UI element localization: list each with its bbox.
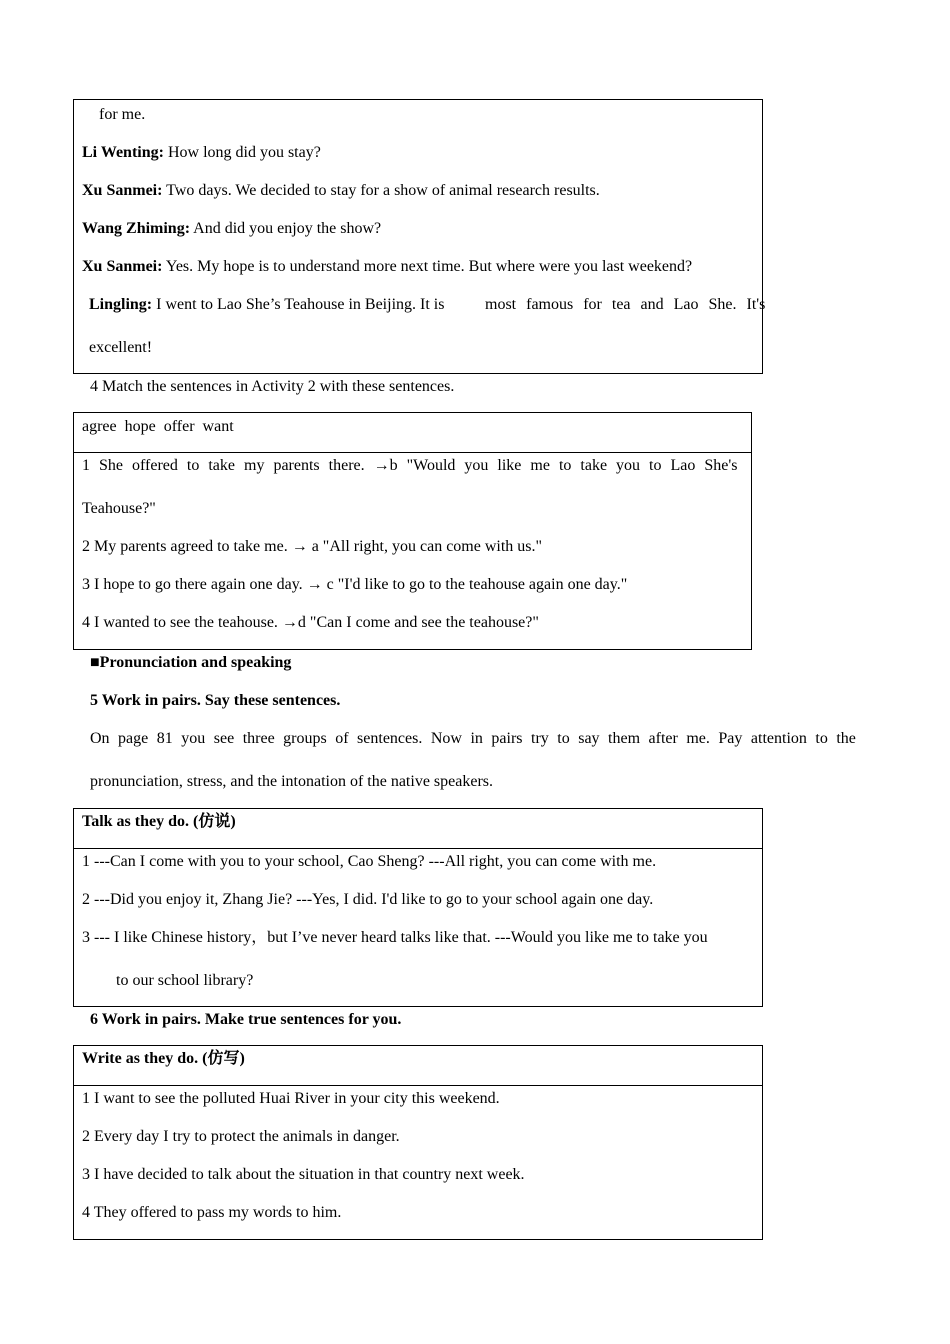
speech-text-wrap: excellent! bbox=[89, 339, 153, 356]
dialogue-line bbox=[82, 181, 600, 201]
dialogue-box bbox=[73, 99, 766, 374]
match-table bbox=[73, 412, 752, 650]
speaker-name: Xu Sanmei: bbox=[82, 258, 163, 275]
write-item: 4 They offered to pass my words to him. bbox=[82, 1204, 342, 1221]
match-item: 4 I wanted to see the teahouse. →d "Can I come and see the teahouse?" bbox=[82, 614, 539, 631]
activity-6-heading: 6 Work in pairs. Make true sentences for you. bbox=[90, 1011, 402, 1028]
talk-item: 2 ---Did you enjoy it, Zhang Jie? ---Yes, I did. I'd like to go to your school again one day. bbox=[82, 891, 654, 908]
talk-table bbox=[73, 808, 763, 1007]
write-header: Write as they do. (仿写) bbox=[82, 1050, 245, 1067]
speaker-name: Wang Zhiming: bbox=[82, 220, 191, 237]
talk-item: 1 ---Can I come with you to your school, Cao Sheng? ---All right, you can come with me. bbox=[82, 853, 657, 870]
table-divider bbox=[74, 452, 751, 453]
talk-item: 3 --- I like Chinese history，but I’ve never heard talks like that. ---Would you like me to take you bbox=[82, 929, 708, 946]
speaker-name: Lingling: bbox=[89, 296, 153, 313]
speech-text: Two days. We decided to stay for a show of animal research results. bbox=[166, 182, 600, 199]
match-item: 1 She offered to take my parents there. →b "Would you like me to take you to Lao She's bbox=[82, 457, 738, 474]
section-title: ■Pronunciation and speaking bbox=[90, 654, 292, 671]
dialogue-line bbox=[82, 143, 321, 163]
match-item-wrap: Teahouse?" bbox=[82, 500, 156, 517]
write-item: 2 Every day I try to protect the animals in danger. bbox=[82, 1128, 400, 1145]
talk-header: Talk as they do. (仿说) bbox=[82, 813, 236, 830]
activity-4-heading: 4 Match the sentences in Activity 2 with these sentences. bbox=[90, 378, 455, 395]
match-item: 2 My parents agreed to take me. → a "All right, you can come with us." bbox=[82, 538, 543, 555]
match-item: 3 I hope to go there again one day. → c "I'd like to go to the teahouse again one day." bbox=[82, 576, 628, 593]
speaker-name: Xu Sanmei: bbox=[82, 182, 163, 199]
dialogue-line bbox=[82, 257, 692, 277]
table-divider bbox=[74, 1085, 762, 1086]
activity-5-heading: 5 Work in pairs. Say these sentences. bbox=[90, 692, 341, 709]
speech-text: Yes. My hope is to understand more next time. But where were you last weekend? bbox=[165, 258, 693, 275]
speech-text: How long did you stay? bbox=[167, 144, 321, 161]
speaker-name: Li Wenting: bbox=[82, 144, 164, 161]
table-divider bbox=[74, 848, 762, 849]
dialogue-line bbox=[89, 295, 444, 315]
speech-text: I went to Lao She’s Teahouse in Beijing. It is bbox=[156, 296, 445, 313]
write-item: 3 I have decided to talk about the situation in that country next week. bbox=[82, 1166, 525, 1183]
write-table bbox=[73, 1045, 763, 1240]
write-item: 1 I want to see the polluted Huai River in your city this weekend. bbox=[82, 1090, 500, 1107]
dialogue-line bbox=[82, 219, 381, 239]
talk-item-wrap: to our school library? bbox=[116, 972, 254, 989]
dialogue-continuation: for me. bbox=[99, 106, 146, 123]
speech-text: And did you enjoy the show? bbox=[193, 220, 382, 237]
speech-text-cont: most famous for tea and Lao She. It's bbox=[485, 296, 766, 313]
instruction-paragraph: On page 81 you see three groups of sentences. Now in pairs try to say them after me. Pay attention to the bbox=[90, 730, 856, 747]
instruction-paragraph-wrap: pronunciation, stress, and the intonation of the native speakers. bbox=[90, 773, 494, 790]
word-bank: agree hope offer want bbox=[82, 418, 234, 435]
